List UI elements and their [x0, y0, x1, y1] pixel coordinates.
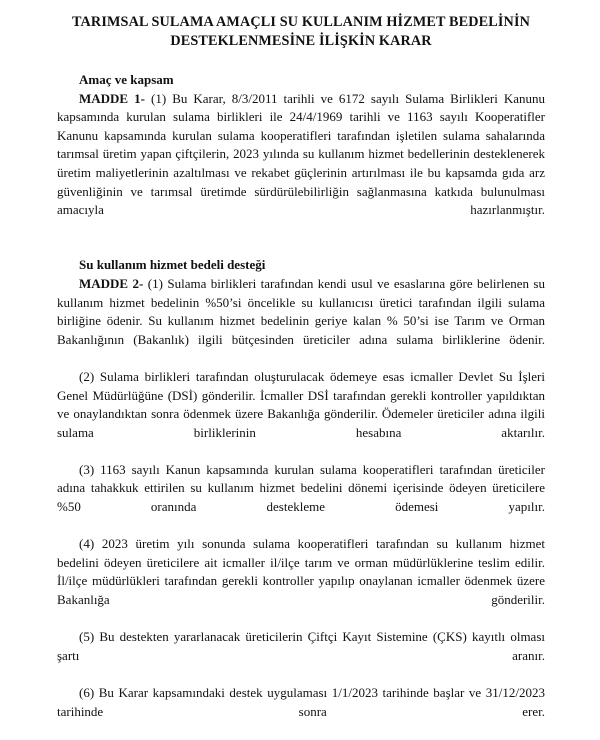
- page-title: [57, 13, 545, 51]
- paragraph-madde-2: [57, 275, 545, 368]
- paragraph-madde-2-5: (5) Bu destekten yararlanacak üreticilerin Çiftçi Kayıt Sistemine (ÇKS) kayıtlı olması şartı aranır.: [57, 629, 545, 663]
- paragraph-madde-1: [57, 90, 545, 239]
- paragraph-madde-2-2: (2) Sulama birlikleri tarafından oluşturulacak ödemeye esas icmaller Devlet Su İşleri Genel Müdürlüğüne (DSİ) gönderilir. İcmaller DSİ tarafından gerekli kontroller yapıldıktan ve onaylandıktan sonra ödenmek üzere Bakanlığa gönderilir. Ödemeler üreticiler adına ilgili sulama birliklerinin hesabına aktarılır.: [57, 368, 545, 440]
- madde-label-2: MADDE 2-: [79, 275, 144, 291]
- section-amac-ve-kapsam: [57, 71, 545, 238]
- section-heading-su-kullanim-hizmet-bedeli-destegi: Su kullanım hizmet bedeli desteği: [79, 257, 266, 273]
- paragraph-text-madde-1: (1) Bu Karar, 8/3/2011 tarihli ve 6172 sayılı Sulama Birlikleri Kanunu kapsamında kurulan sulama birlikleri ile 24/4/1969 tarihli ve 1163 sayılı Kooperatifler Kanunu kapsamında kurulan sulama kooperatifleri tarafından işletilen sulama sahalarında tarımsal üretim yapan çiftçilerin, 2023 yılında su kullanım hizmet bedellerinin desteklenerek üretim maliyetlerinin azaltılması ve rekabet güçlerinin artırılması ile bu kapsamda gıda arz güvenliğinin ve tarımsal üretimde sürdürülebilirliğin sağlanmasına katkıda bulunulması amacıyla hazırlanmıştır.: [57, 90, 545, 218]
- paragraph-madde-2-6: (6) Bu Karar kapsamındaki destek uygulaması 1/1/2023 tarihinde başlar ve 31/12/2023 tarihinde sonra erer.: [57, 685, 545, 719]
- title-line-1: TARIMSAL SULAMA AMAÇLI SU KULLANIM HİZMET BEDELİNİN: [71, 14, 531, 30]
- spacer-between-sections: [57, 238, 545, 256]
- spacer-after-title: [57, 51, 545, 71]
- title-block: [57, 0, 545, 51]
- document-body: [57, 0, 545, 740]
- title-line-2: DESTEKLENMESİNE İLİŞKİN KARAR: [170, 33, 432, 49]
- section-su-kullanim-hizmet-bedeli-destegi: [57, 256, 545, 739]
- paragraph-madde-2-4: (4) 2023 üretim yılı sonunda sulama kooperatifleri tarafından su kullanım hizmet bedelini ödeyen üreticilere ait icmaller il/ilçe tarım ve orman müdürlüklerine teslim edilir. İl/ilçe müdürlükleri tarafından gerekli kontroller yapılıp onaylanan icmaller ödenmek üzere Bakanlığa gönderilir.: [57, 536, 545, 608]
- paragraph-text-madde-2-1: (1) Sulama birlikleri tarafından kendi usul ve esaslarına göre belirlenen su kullanım hizmet bedelinin %50’si öncelikle su kullanıcısı üretici tarafından ilgili sulama birliğine ödenir. Su kullanım hizmet bedelinin geriye kalan % 50’si ise Tarım ve Orman Bakanlığının (Bakanlık) ilgili bütçesinden üreticiler adına sulama birliklerine ödenir.: [57, 275, 545, 347]
- paragraph-madde-2-3: (3) 1163 sayılı Kanun kapsamında kurulan sulama kooperatifleri tarafından üreticiler adına tahakkuk ettirilen su kullanım hizmet bedelini dönemi içerisinde ödeyen üreticilere %50 oranında destekleme ödemesi yapılır.: [57, 461, 545, 515]
- madde-label-1: MADDE 1-: [79, 90, 145, 106]
- section-heading-amac-ve-kapsam: Amaç ve kapsam: [79, 72, 174, 87]
